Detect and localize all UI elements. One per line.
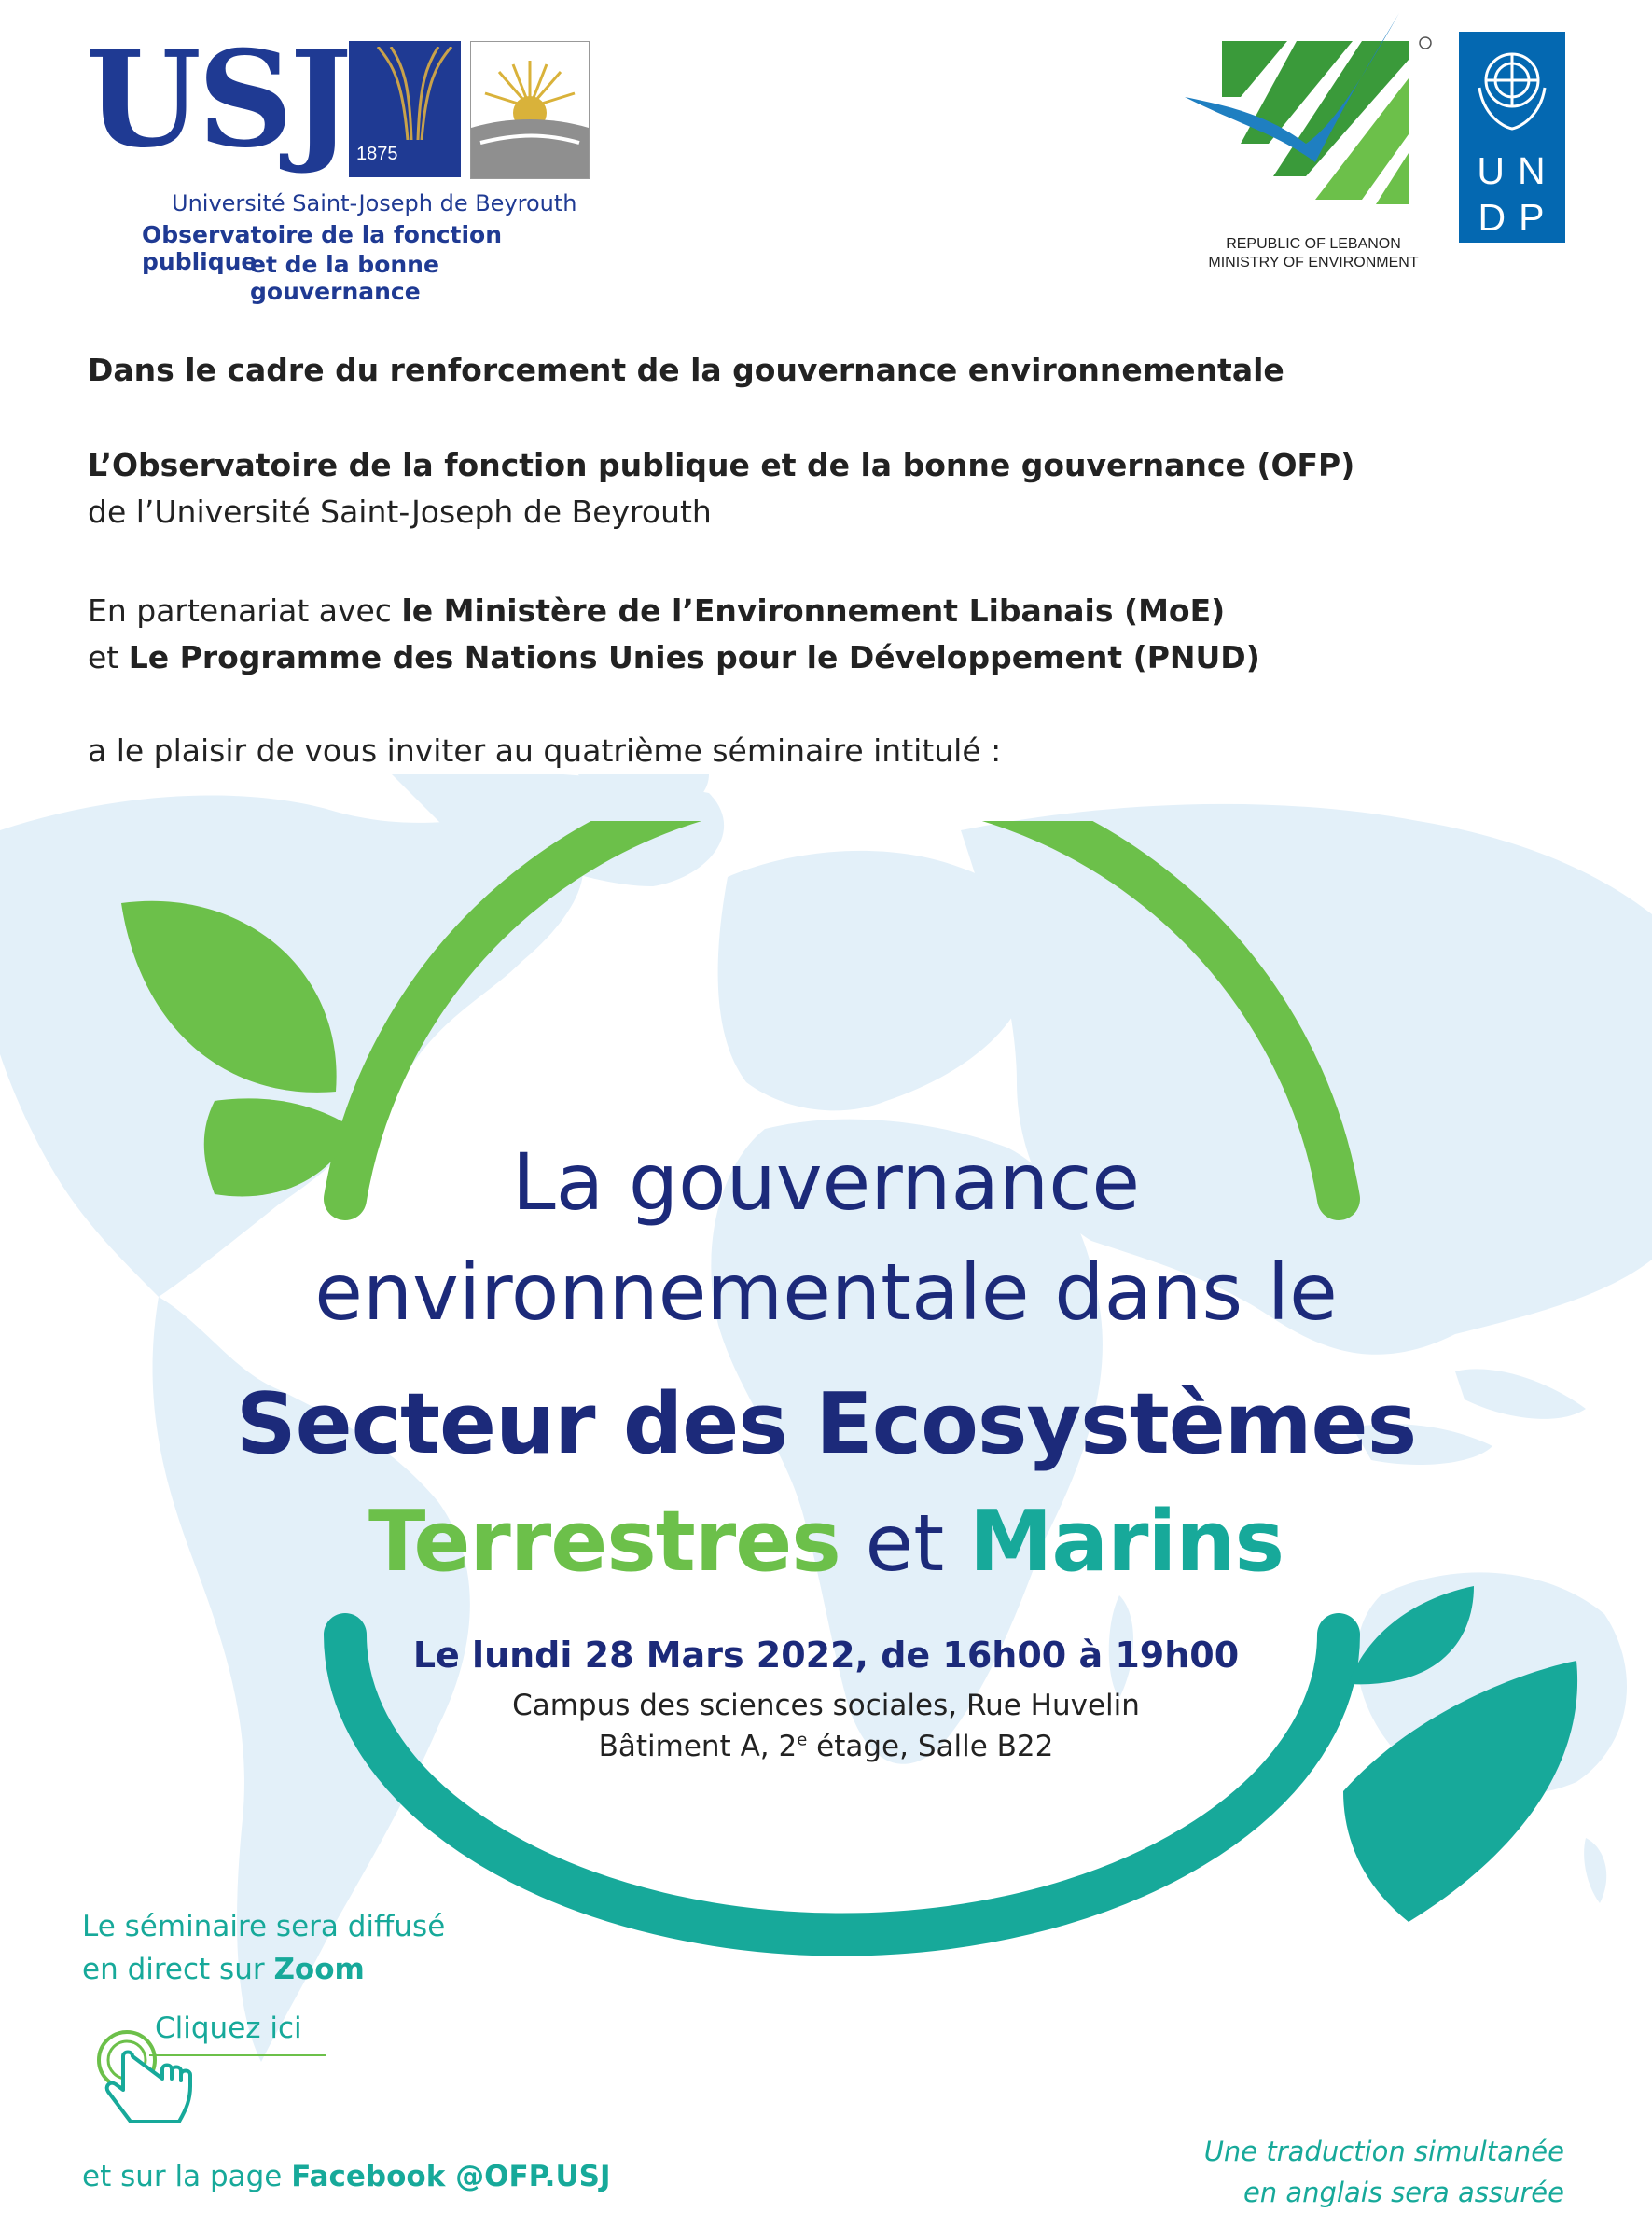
undp-logo	[1459, 32, 1565, 243]
organizer-name: L’Observatoire de la fonction publique et de la bonne gouvernance (OFP)	[88, 447, 1355, 483]
zoom-info	[82, 1905, 445, 1991]
undp-letters	[1459, 147, 1565, 241]
click-here-button[interactable]	[93, 2006, 326, 2127]
title-terrestres: Terrestres	[368, 1493, 840, 1591]
organizer-university: de l’Université Saint-Joseph de Beyrouth	[88, 494, 712, 530]
intro-organizer	[88, 442, 1354, 536]
partner2-prefix: et	[88, 639, 129, 675]
translation-note	[1204, 2131, 1564, 2213]
translation-line1: Une traduction simultanée	[1203, 2136, 1564, 2167]
zoom-line2-prefix: en direct sur	[82, 1953, 274, 1986]
event-venue-line2	[0, 1730, 1652, 1763]
venue-floor-sup: e	[797, 1730, 808, 1750]
usj-logo	[86, 22, 608, 305]
moe-checkmark-icon	[1185, 13, 1446, 228]
event-date: Le lundi 28 Mars 2022, de 16h00 à 19h00	[412, 1635, 1240, 1676]
partner-undp: Le Programme des Nations Unies pour le Développement (PNUD)	[128, 639, 1260, 675]
partner-prefix: En partenariat avec	[88, 592, 402, 629]
intro-context: Dans le cadre du renforcement de la gouvernance environnementale	[88, 352, 1284, 388]
intro-partners	[88, 588, 1260, 681]
title-line2: environnementale dans le	[314, 1246, 1338, 1338]
venue-building: Bâtiment A, 2	[598, 1730, 798, 1763]
teal-arc	[345, 1635, 1339, 1935]
moe-caption-line2: MINISTRY OF ENVIRONMENT	[1208, 255, 1419, 271]
partner-moe: le Ministère de l’Environnement Libanais (MoE)	[401, 592, 1226, 629]
zoom-link[interactable]: Zoom	[273, 1953, 365, 1986]
undp-letters-row2: DP	[1478, 196, 1558, 239]
title-line3: Secteur des Ecosystèmes	[235, 1375, 1417, 1473]
title-et: et	[840, 1497, 969, 1589]
usj-arch-icon	[370, 47, 459, 140]
leaf-icon	[121, 901, 337, 1093]
intro-invitation: a le plaisir de vous inviter au quatrième séminaire intitulé :	[88, 732, 1002, 769]
moe-logo	[1185, 13, 1446, 284]
moe-caption-line1: REPUBLIC OF LEBANON	[1226, 236, 1401, 252]
un-emblem-icon	[1470, 41, 1554, 134]
usj-observatoire-line1: Observatoire de la fonction publique	[142, 221, 503, 275]
fb-prefix: et sur la page	[82, 2160, 292, 2193]
usj-observatoire-line2: et de la bonne gouvernance	[250, 251, 439, 305]
title-line1: La gouvernance	[511, 1136, 1141, 1228]
zoom-line1: Le séminaire sera diffusé	[82, 1910, 446, 1943]
usj-logo-year: 1875	[356, 144, 398, 164]
usj-logo-letters: USJ	[86, 22, 349, 177]
click-here-label: Cliquez ici	[155, 2011, 302, 2045]
title-line4	[0, 1493, 1652, 1591]
usj-sunrise-icon	[470, 41, 590, 179]
translation-line2: en anglais sera assurée	[1242, 2177, 1564, 2208]
usj-university-name: Université Saint-Joseph de Beyrouth	[172, 190, 577, 216]
undp-letters-row1: UN	[1477, 149, 1559, 192]
venue-room: étage, Salle B22	[807, 1730, 1054, 1763]
moe-caption	[1201, 235, 1425, 272]
facebook-info	[82, 2160, 610, 2193]
hand-pointer-icon	[93, 2025, 224, 2127]
title-marins: Marins	[968, 1493, 1284, 1591]
event-venue-line1: Campus des sciences sociales, Rue Huvelin	[512, 1689, 1140, 1722]
facebook-link[interactable]: Facebook @OFP.USJ	[291, 2160, 611, 2193]
